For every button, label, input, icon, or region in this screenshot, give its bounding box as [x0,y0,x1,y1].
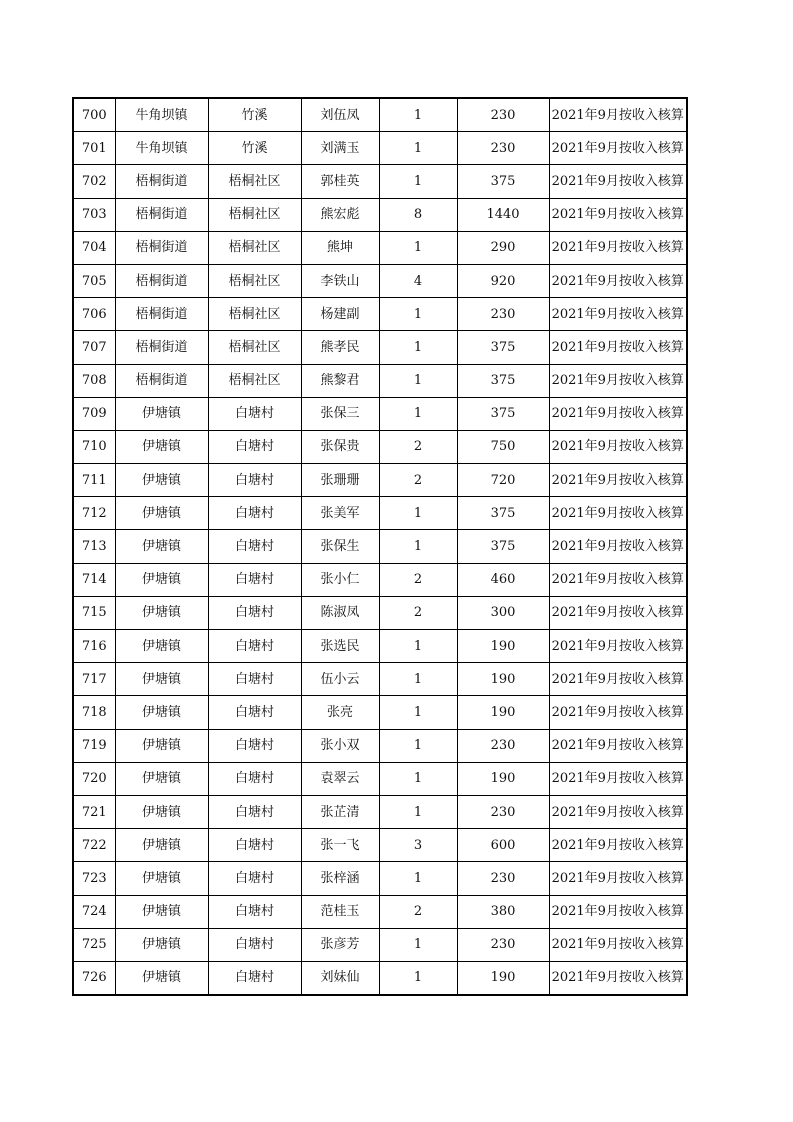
cell-amount: 230 [457,729,549,762]
cell-village: 梧桐社区 [208,165,301,198]
cell-note: 2021年9月按收入核算 [549,596,687,629]
cell-village: 白塘村 [208,795,301,828]
cell-amount: 375 [457,397,549,430]
cell-town: 伊塘镇 [115,696,208,729]
cell-row-index: 705 [73,264,115,297]
cell-household-size: 2 [379,464,457,497]
cell-note: 2021年9月按收入核算 [549,264,687,297]
cell-household-size: 1 [379,530,457,563]
cell-row-index: 715 [73,596,115,629]
cell-row-index: 706 [73,298,115,331]
cell-village: 白塘村 [208,430,301,463]
cell-household-size: 1 [379,497,457,530]
table-row [73,464,687,497]
cell-note: 2021年9月按收入核算 [549,862,687,895]
cell-person-name: 杨建副 [301,298,379,331]
cell-person-name: 袁翠云 [301,762,379,795]
cell-row-index: 716 [73,630,115,663]
table-row [73,231,687,264]
cell-village: 白塘村 [208,397,301,430]
cell-row-index: 718 [73,696,115,729]
cell-village: 白塘村 [208,928,301,961]
cell-person-name: 熊宏彪 [301,198,379,231]
cell-town: 梧桐街道 [115,331,208,364]
cell-town: 伊塘镇 [115,961,208,995]
cell-amount: 720 [457,464,549,497]
table-row [73,663,687,696]
cell-household-size: 1 [379,862,457,895]
cell-note: 2021年9月按收入核算 [549,829,687,862]
cell-person-name: 张保贵 [301,430,379,463]
cell-amount: 380 [457,895,549,928]
roster-table [72,97,688,996]
cell-amount: 230 [457,98,549,132]
table-row [73,430,687,463]
cell-person-name: 刘妹仙 [301,961,379,995]
cell-town: 伊塘镇 [115,430,208,463]
cell-household-size: 2 [379,895,457,928]
cell-person-name: 李铁山 [301,264,379,297]
cell-town: 伊塘镇 [115,729,208,762]
cell-household-size: 2 [379,596,457,629]
cell-household-size: 1 [379,762,457,795]
cell-row-index: 726 [73,961,115,995]
table-row [73,895,687,928]
cell-row-index: 722 [73,829,115,862]
cell-row-index: 723 [73,862,115,895]
cell-household-size: 4 [379,264,457,297]
cell-amount: 300 [457,596,549,629]
cell-household-size: 1 [379,630,457,663]
cell-row-index: 708 [73,364,115,397]
cell-note: 2021年9月按收入核算 [549,165,687,198]
cell-note: 2021年9月按收入核算 [549,795,687,828]
table-row [73,862,687,895]
cell-row-index: 725 [73,928,115,961]
cell-row-index: 703 [73,198,115,231]
cell-note: 2021年9月按收入核算 [549,430,687,463]
table-row [73,795,687,828]
cell-town: 伊塘镇 [115,596,208,629]
cell-person-name: 张保生 [301,530,379,563]
cell-household-size: 1 [379,696,457,729]
cell-town: 伊塘镇 [115,530,208,563]
cell-town: 伊塘镇 [115,862,208,895]
table-row [73,563,687,596]
cell-town: 伊塘镇 [115,762,208,795]
cell-row-index: 713 [73,530,115,563]
cell-person-name: 熊坤 [301,231,379,264]
cell-note: 2021年9月按收入核算 [549,98,687,132]
cell-note: 2021年9月按收入核算 [549,298,687,331]
table-row [73,762,687,795]
table-row [73,596,687,629]
table-row [73,198,687,231]
cell-person-name: 张亮 [301,696,379,729]
table-row [73,961,687,995]
cell-note: 2021年9月按收入核算 [549,630,687,663]
cell-town: 牛角坝镇 [115,98,208,132]
cell-person-name: 张珊珊 [301,464,379,497]
cell-town: 伊塘镇 [115,464,208,497]
cell-town: 伊塘镇 [115,563,208,596]
cell-note: 2021年9月按收入核算 [549,497,687,530]
cell-household-size: 1 [379,98,457,132]
cell-village: 白塘村 [208,961,301,995]
cell-amount: 750 [457,430,549,463]
cell-note: 2021年9月按收入核算 [549,397,687,430]
table-row [73,331,687,364]
cell-person-name: 陈淑凤 [301,596,379,629]
cell-town: 伊塘镇 [115,928,208,961]
cell-household-size: 1 [379,928,457,961]
cell-row-index: 707 [73,331,115,364]
cell-person-name: 张梓涵 [301,862,379,895]
cell-household-size: 1 [379,231,457,264]
cell-note: 2021年9月按收入核算 [549,895,687,928]
cell-village: 白塘村 [208,729,301,762]
cell-village: 竹溪 [208,132,301,165]
table-row [73,630,687,663]
table-row [73,165,687,198]
cell-person-name: 张彦芳 [301,928,379,961]
cell-amount: 190 [457,696,549,729]
cell-amount: 290 [457,231,549,264]
cell-town: 伊塘镇 [115,795,208,828]
table-row [73,497,687,530]
cell-town: 梧桐街道 [115,198,208,231]
cell-row-index: 710 [73,430,115,463]
table-row [73,397,687,430]
cell-village: 白塘村 [208,464,301,497]
cell-household-size: 1 [379,795,457,828]
cell-town: 牛角坝镇 [115,132,208,165]
table-row [73,98,687,132]
cell-household-size: 1 [379,961,457,995]
cell-row-index: 700 [73,98,115,132]
cell-town: 伊塘镇 [115,895,208,928]
cell-village: 梧桐社区 [208,198,301,231]
cell-row-index: 714 [73,563,115,596]
cell-note: 2021年9月按收入核算 [549,928,687,961]
cell-household-size: 1 [379,729,457,762]
cell-person-name: 张一飞 [301,829,379,862]
cell-household-size: 1 [379,663,457,696]
cell-household-size: 1 [379,298,457,331]
cell-row-index: 712 [73,497,115,530]
cell-note: 2021年9月按收入核算 [549,530,687,563]
cell-person-name: 伍小云 [301,663,379,696]
cell-village: 竹溪 [208,98,301,132]
cell-town: 梧桐街道 [115,298,208,331]
cell-amount: 600 [457,829,549,862]
cell-row-index: 721 [73,795,115,828]
cell-town: 梧桐街道 [115,264,208,297]
cell-person-name: 张芷清 [301,795,379,828]
cell-village: 白塘村 [208,696,301,729]
cell-village: 梧桐社区 [208,331,301,364]
cell-amount: 460 [457,563,549,596]
cell-note: 2021年9月按收入核算 [549,364,687,397]
cell-household-size: 2 [379,430,457,463]
cell-village: 白塘村 [208,497,301,530]
cell-row-index: 702 [73,165,115,198]
cell-note: 2021年9月按收入核算 [549,729,687,762]
cell-note: 2021年9月按收入核算 [549,331,687,364]
cell-note: 2021年9月按收入核算 [549,663,687,696]
cell-town: 伊塘镇 [115,663,208,696]
table-row [73,298,687,331]
cell-amount: 375 [457,530,549,563]
cell-village: 梧桐社区 [208,364,301,397]
cell-note: 2021年9月按收入核算 [549,231,687,264]
cell-person-name: 张小仁 [301,563,379,596]
cell-amount: 230 [457,298,549,331]
cell-amount: 375 [457,364,549,397]
cell-town: 伊塘镇 [115,497,208,530]
cell-household-size: 2 [379,563,457,596]
cell-household-size: 3 [379,829,457,862]
cell-household-size: 1 [379,397,457,430]
cell-amount: 1440 [457,198,549,231]
cell-village: 白塘村 [208,829,301,862]
cell-amount: 230 [457,928,549,961]
cell-row-index: 701 [73,132,115,165]
cell-amount: 230 [457,795,549,828]
cell-town: 伊塘镇 [115,630,208,663]
cell-note: 2021年9月按收入核算 [549,198,687,231]
cell-household-size: 1 [379,132,457,165]
cell-person-name: 熊孝民 [301,331,379,364]
cell-row-index: 709 [73,397,115,430]
cell-village: 白塘村 [208,596,301,629]
cell-village: 白塘村 [208,862,301,895]
table-row [73,696,687,729]
table-row [73,132,687,165]
cell-amount: 920 [457,264,549,297]
cell-row-index: 704 [73,231,115,264]
cell-village: 梧桐社区 [208,264,301,297]
cell-village: 梧桐社区 [208,231,301,264]
cell-person-name: 熊黎君 [301,364,379,397]
cell-village: 梧桐社区 [208,298,301,331]
cell-amount: 230 [457,132,549,165]
cell-household-size: 8 [379,198,457,231]
cell-row-index: 720 [73,762,115,795]
cell-note: 2021年9月按收入核算 [549,961,687,995]
cell-note: 2021年9月按收入核算 [549,696,687,729]
cell-row-index: 717 [73,663,115,696]
cell-village: 白塘村 [208,895,301,928]
cell-household-size: 1 [379,165,457,198]
table-row [73,264,687,297]
table-row [73,829,687,862]
cell-amount: 190 [457,762,549,795]
table-row [73,364,687,397]
table-row [73,928,687,961]
cell-amount: 190 [457,663,549,696]
cell-amount: 190 [457,630,549,663]
cell-note: 2021年9月按收入核算 [549,762,687,795]
cell-note: 2021年9月按收入核算 [549,464,687,497]
cell-household-size: 1 [379,364,457,397]
cell-row-index: 711 [73,464,115,497]
cell-note: 2021年9月按收入核算 [549,563,687,596]
cell-town: 梧桐街道 [115,364,208,397]
cell-village: 白塘村 [208,762,301,795]
roster-body [73,98,687,995]
cell-town: 梧桐街道 [115,231,208,264]
cell-person-name: 郭桂英 [301,165,379,198]
cell-amount: 375 [457,331,549,364]
cell-village: 白塘村 [208,530,301,563]
cell-village: 白塘村 [208,563,301,596]
cell-village: 白塘村 [208,663,301,696]
cell-person-name: 张美军 [301,497,379,530]
cell-town: 伊塘镇 [115,829,208,862]
cell-household-size: 1 [379,331,457,364]
cell-person-name: 张小双 [301,729,379,762]
cell-person-name: 范桂玉 [301,895,379,928]
cell-person-name: 张选民 [301,630,379,663]
cell-town: 伊塘镇 [115,397,208,430]
table-row [73,729,687,762]
cell-note: 2021年9月按收入核算 [549,132,687,165]
cell-town: 梧桐街道 [115,165,208,198]
cell-amount: 190 [457,961,549,995]
cell-amount: 375 [457,497,549,530]
cell-row-index: 724 [73,895,115,928]
cell-person-name: 刘满玉 [301,132,379,165]
cell-amount: 230 [457,862,549,895]
cell-village: 白塘村 [208,630,301,663]
table-row [73,530,687,563]
cell-amount: 375 [457,165,549,198]
cell-person-name: 张保三 [301,397,379,430]
cell-row-index: 719 [73,729,115,762]
cell-person-name: 刘伍凤 [301,98,379,132]
